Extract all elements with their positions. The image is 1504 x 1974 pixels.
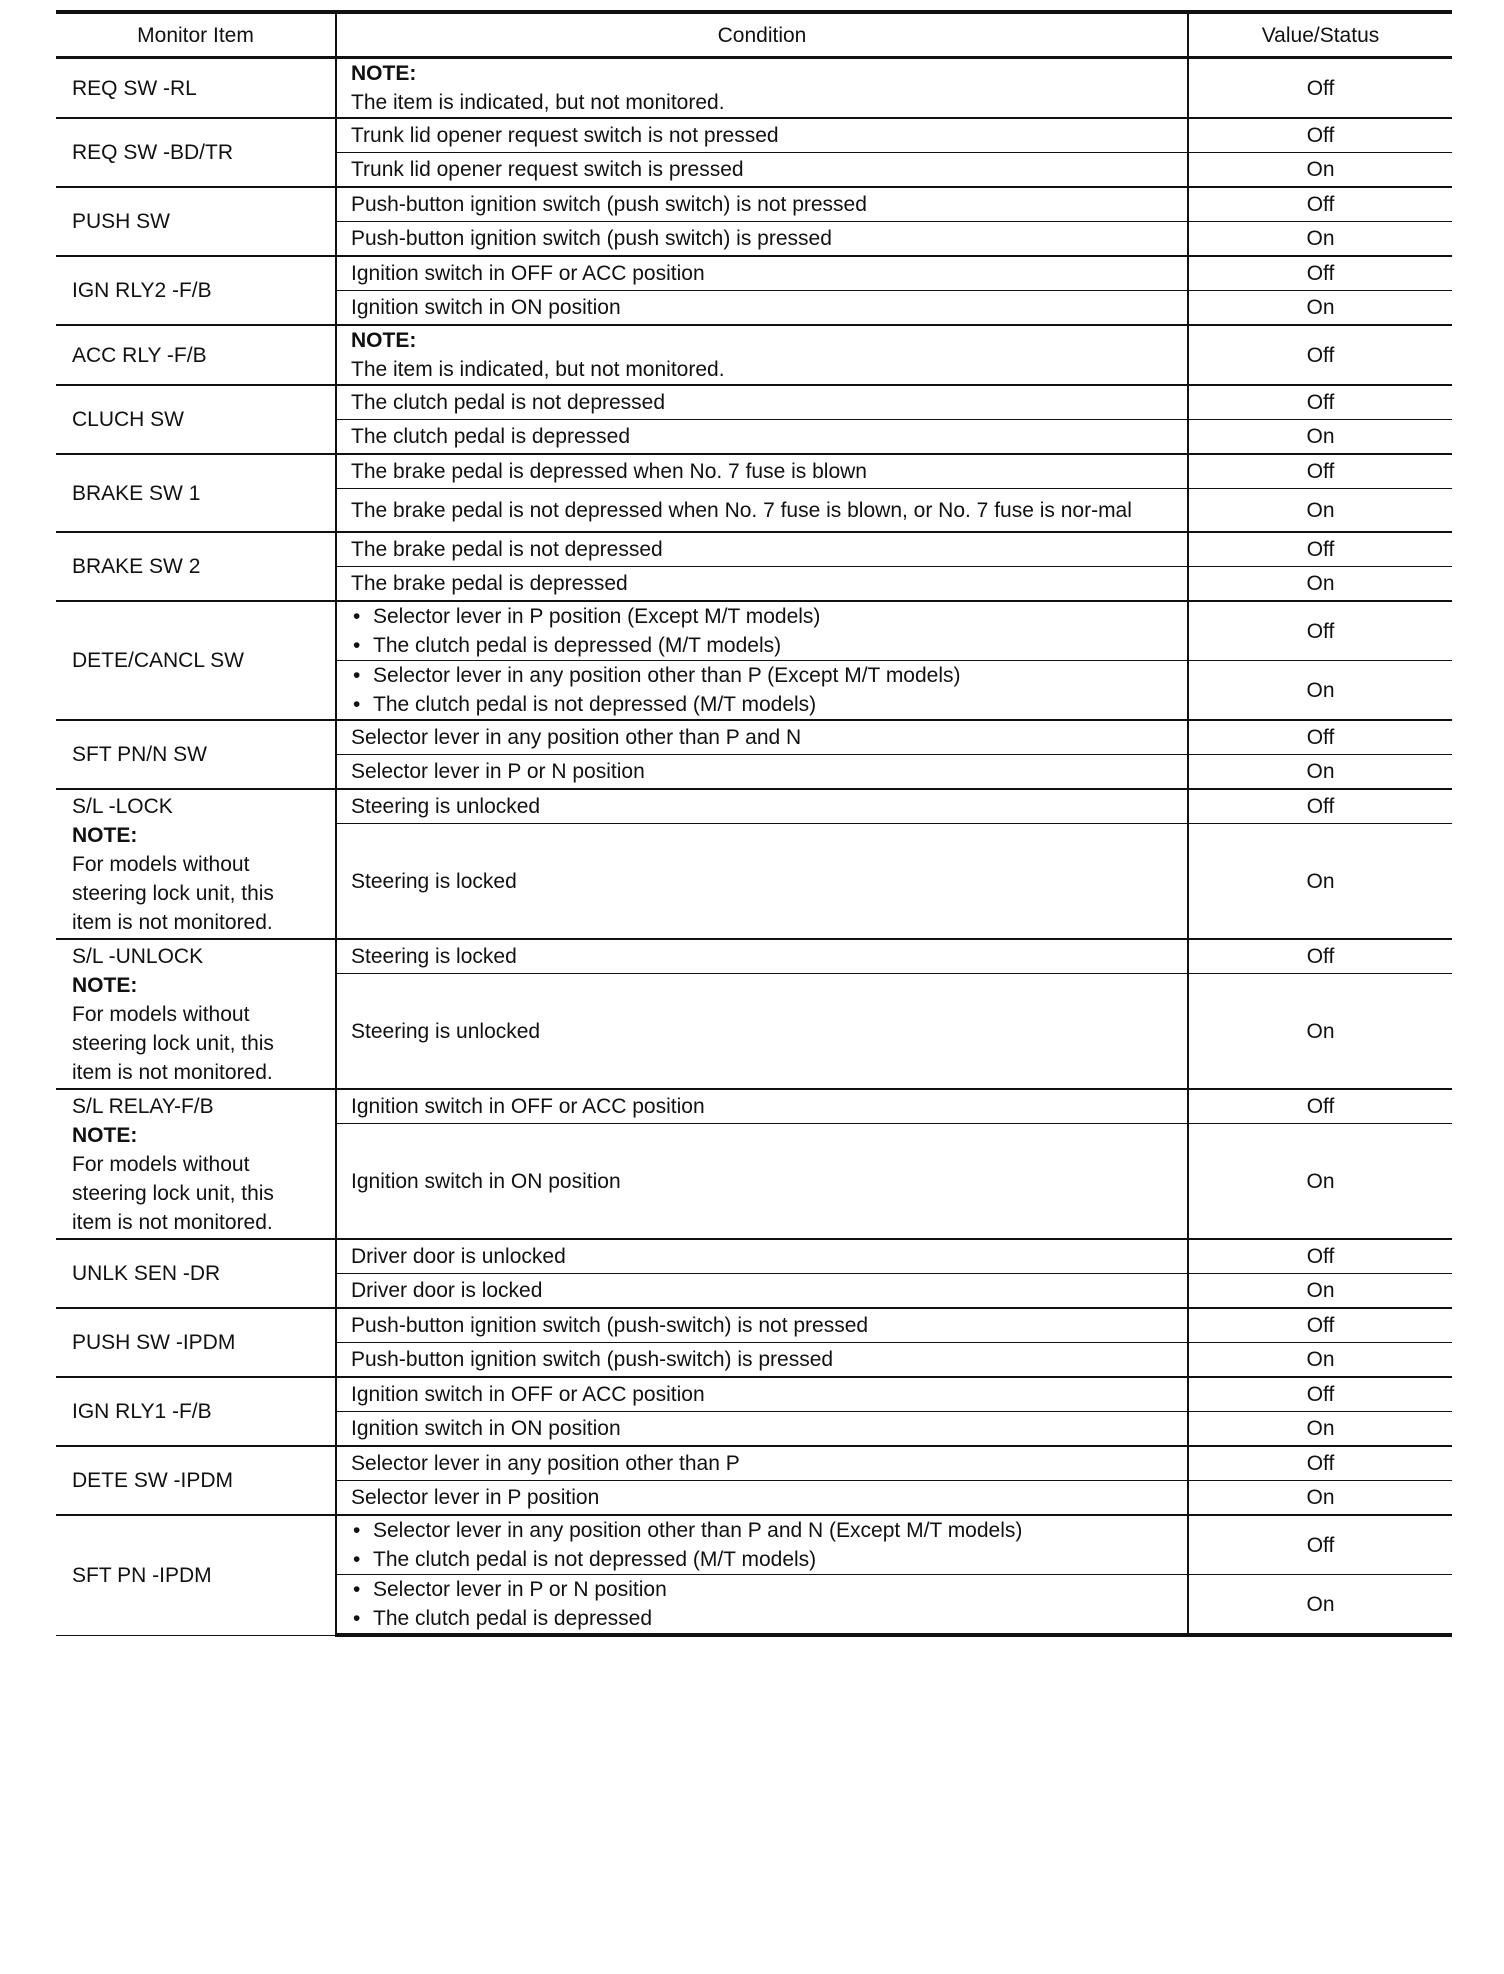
condition-cell: [336, 58, 1188, 119]
condition-text: Push-button ignition switch (push switch) is not pressed: [351, 193, 867, 216]
condition-cell: [336, 256, 1188, 291]
condition-cell: [336, 939, 1188, 974]
table-body: [56, 58, 1452, 1636]
monitor-item-cell: [56, 1239, 336, 1308]
condition-cell: [336, 1446, 1188, 1481]
value-status-cell: On: [1188, 1481, 1452, 1516]
condition-text: Trunk lid opener request switch is not pressed: [351, 124, 779, 147]
condition-cell: [336, 1575, 1188, 1636]
value-status-cell: On: [1188, 1274, 1452, 1309]
monitor-item-name: REQ SW -BD/TR: [72, 141, 233, 164]
monitor-item-cell: [56, 789, 336, 939]
header-value-status: Value/Status: [1188, 12, 1452, 58]
condition-text: The brake pedal is depressed when No. 7 fuse is blown: [351, 460, 867, 483]
value-status-cell: On: [1188, 153, 1452, 188]
header-condition: Condition: [336, 12, 1188, 58]
value-status-cell: On: [1188, 1343, 1452, 1378]
monitor-item-cell: [56, 325, 336, 385]
condition-bullet-item: • The clutch pedal is not depressed (M/T models): [351, 1545, 1173, 1574]
condition-text: Ignition switch in ON position: [351, 1169, 621, 1193]
condition-text: The clutch pedal is depressed: [351, 425, 630, 448]
value-status-cell: On: [1188, 489, 1452, 533]
condition-cell: [336, 1124, 1188, 1240]
condition-text: The brake pedal is not depressed when No. 7 fuse is blown, or No. 7 fuse is nor-mal: [351, 498, 1132, 522]
value-status-cell: Off: [1188, 1446, 1452, 1481]
table-row: [56, 1239, 1452, 1274]
condition-cell: [336, 755, 1188, 790]
table-row: [56, 601, 1452, 661]
monitor-item-cell: [56, 256, 336, 325]
condition-text: Selector lever in P position: [351, 1486, 600, 1509]
condition-bullet-item: • The clutch pedal is depressed: [351, 1604, 1173, 1633]
value-status-cell: On: [1188, 1412, 1452, 1447]
table-row: [56, 720, 1452, 755]
table-row: [56, 118, 1452, 153]
monitor-item-cell: [56, 1377, 336, 1446]
table-row: [56, 325, 1452, 385]
condition-text: The brake pedal is not depressed: [351, 538, 663, 561]
value-status-cell: Off: [1188, 1239, 1452, 1274]
monitor-item-name: SFT PN -IPDM: [72, 1563, 212, 1587]
item-note-line: For models without: [72, 1153, 250, 1176]
monitor-item-name: REQ SW -RL: [72, 76, 197, 100]
value-status-cell: Off: [1188, 58, 1452, 119]
monitor-item-name: S/L -UNLOCK: [72, 945, 204, 968]
monitor-item-name: IGN RLY1 -F/B: [72, 1400, 212, 1423]
table-row: [56, 385, 1452, 420]
condition-text: Ignition switch in ON position: [351, 1417, 621, 1440]
value-status-cell: On: [1188, 567, 1452, 602]
value-status-cell: Off: [1188, 256, 1452, 291]
item-note-line: item is not monitored.: [72, 1061, 273, 1084]
condition-cell: [336, 1089, 1188, 1124]
condition-cell: [336, 1239, 1188, 1274]
item-note-heading: NOTE:: [72, 974, 138, 997]
condition-bullet-item: • Selector lever in any position other than P (Except M/T models): [351, 661, 1173, 690]
monitor-item-cell: [56, 532, 336, 601]
value-status-cell: Off: [1188, 118, 1452, 153]
table-row: [56, 532, 1452, 567]
condition-text: Selector lever in any position other than P and N: [351, 726, 802, 749]
monitor-item-cell: [56, 118, 336, 187]
table-row: [56, 1308, 1452, 1343]
item-note-heading: NOTE:: [72, 1124, 138, 1147]
condition-text: Trunk lid opener request switch is pressed: [351, 158, 744, 181]
table-row: [56, 187, 1452, 222]
condition-cell: [336, 824, 1188, 940]
item-note-line: item is not monitored.: [72, 1211, 273, 1234]
condition-text: Steering is unlocked: [351, 795, 541, 818]
item-note-heading: NOTE:: [72, 824, 138, 847]
condition-text: Push-button ignition switch (push switch) is pressed: [351, 227, 832, 250]
condition-cell: [336, 187, 1188, 222]
condition-cell: [336, 325, 1188, 385]
value-status-cell: On: [1188, 222, 1452, 257]
monitor-table: [56, 10, 1452, 1637]
value-status-cell: Off: [1188, 939, 1452, 974]
condition-cell: [336, 291, 1188, 326]
monitor-item-name: SFT PN/N SW: [72, 743, 207, 766]
condition-cell: [336, 789, 1188, 824]
table-row: [56, 1377, 1452, 1412]
monitor-item-name: BRAKE SW 1: [72, 481, 201, 505]
condition-cell: [336, 661, 1188, 721]
monitor-item-cell: [56, 1089, 336, 1239]
condition-cell: [336, 118, 1188, 153]
condition-bullet-list: [351, 1516, 1173, 1574]
value-status-cell: On: [1188, 1575, 1452, 1636]
condition-cell: [336, 720, 1188, 755]
value-status-cell: On: [1188, 974, 1452, 1090]
condition-cell: [336, 385, 1188, 420]
monitor-item-cell: [56, 720, 336, 789]
monitor-item-cell: [56, 601, 336, 720]
condition-cell: [336, 1377, 1188, 1412]
value-status-cell: On: [1188, 824, 1452, 940]
monitor-item-name: BRAKE SW 2: [72, 555, 201, 578]
monitor-item-name: DETE SW -IPDM: [72, 1469, 233, 1492]
condition-cell: [336, 601, 1188, 661]
condition-text: Push-button ignition switch (push-switch) is pressed: [351, 1348, 834, 1371]
condition-bullet-item: • The clutch pedal is depressed (M/T models): [351, 631, 1173, 660]
condition-note-heading: NOTE:: [351, 62, 417, 85]
monitor-item-name: S/L RELAY-F/B: [72, 1095, 214, 1118]
item-note-line: steering lock unit, this: [72, 1182, 274, 1205]
monitor-item-cell: [56, 1446, 336, 1515]
condition-text: Ignition switch in OFF or ACC position: [351, 1095, 705, 1118]
condition-text: Steering is locked: [351, 869, 517, 893]
condition-bullet-item: • The clutch pedal is not depressed (M/T models): [351, 690, 1173, 719]
condition-text: The item is indicated, but not monitored.: [351, 358, 725, 381]
condition-cell: [336, 1515, 1188, 1575]
condition-cell: [336, 222, 1188, 257]
table-row: [56, 58, 1452, 119]
value-status-cell: Off: [1188, 789, 1452, 824]
value-status-cell: On: [1188, 1124, 1452, 1240]
condition-text: Selector lever in P or N position: [351, 760, 645, 783]
value-status-cell: Off: [1188, 1308, 1452, 1343]
condition-text: Ignition switch in ON position: [351, 296, 621, 319]
condition-bullet-item: • Selector lever in P position (Except M/T models): [351, 602, 1173, 631]
table-row: [56, 939, 1452, 974]
value-status-cell: Off: [1188, 532, 1452, 567]
monitor-item-cell: [56, 58, 336, 119]
condition-text: Push-button ignition switch (push-switch) is not pressed: [351, 1314, 869, 1337]
value-status-cell: Off: [1188, 1515, 1452, 1575]
value-status-cell: On: [1188, 291, 1452, 326]
monitor-item-name: ACC RLY -F/B: [72, 343, 207, 367]
condition-cell: [336, 532, 1188, 567]
value-status-cell: On: [1188, 755, 1452, 790]
monitor-item-name: DETE/CANCL SW: [72, 649, 244, 672]
item-note-line: For models without: [72, 853, 250, 876]
monitor-item-cell: [56, 1515, 336, 1635]
condition-bullet-item: • Selector lever in any position other than P and N (Except M/T models): [351, 1516, 1173, 1545]
header-monitor-item: Monitor Item: [56, 12, 336, 58]
condition-bullet-list: [351, 661, 1173, 719]
condition-cell: [336, 567, 1188, 602]
monitor-item-name: S/L -LOCK: [72, 795, 173, 818]
monitor-item-cell: [56, 939, 336, 1089]
value-status-cell: Off: [1188, 385, 1452, 420]
item-note-line: steering lock unit, this: [72, 882, 274, 905]
condition-text: Ignition switch in OFF or ACC position: [351, 262, 705, 285]
condition-text: Steering is unlocked: [351, 1019, 541, 1043]
value-status-cell: Off: [1188, 325, 1452, 385]
table-row: [56, 789, 1452, 824]
table-row: [56, 1515, 1452, 1575]
condition-note-heading: NOTE:: [351, 329, 417, 352]
condition-text: Ignition switch in OFF or ACC position: [351, 1383, 705, 1406]
condition-cell: [336, 1274, 1188, 1309]
table-row: [56, 454, 1452, 489]
condition-cell: [336, 454, 1188, 489]
condition-text: The item is indicated, but not monitored.: [351, 91, 725, 114]
value-status-cell: Off: [1188, 1089, 1452, 1124]
condition-bullet-list: [351, 1575, 1173, 1633]
monitor-item-cell: [56, 385, 336, 454]
table-row: [56, 256, 1452, 291]
condition-text: Selector lever in any position other than P: [351, 1452, 740, 1475]
condition-cell: [336, 1481, 1188, 1516]
value-status-cell: Off: [1188, 1377, 1452, 1412]
condition-cell: [336, 420, 1188, 455]
value-status-cell: On: [1188, 420, 1452, 455]
monitor-item-cell: [56, 187, 336, 256]
item-note-line: item is not monitored.: [72, 911, 273, 934]
item-note-line: steering lock unit, this: [72, 1032, 274, 1055]
condition-text: Steering is locked: [351, 945, 517, 968]
condition-text: Driver door is locked: [351, 1279, 543, 1302]
condition-bullet-list: [351, 602, 1173, 660]
monitor-table-sheet: [56, 10, 1452, 1637]
monitor-item-cell: [56, 454, 336, 532]
table-row: [56, 1089, 1452, 1124]
value-status-cell: Off: [1188, 187, 1452, 222]
table-row: [56, 1446, 1452, 1481]
condition-text: Driver door is unlocked: [351, 1245, 566, 1268]
monitor-item-name: PUSH SW -IPDM: [72, 1331, 236, 1354]
condition-cell: [336, 1343, 1188, 1378]
item-note-line: For models without: [72, 1003, 250, 1026]
monitor-item-name: IGN RLY2 -F/B: [72, 279, 212, 302]
monitor-item-name: PUSH SW: [72, 210, 171, 233]
condition-text: The brake pedal is depressed: [351, 572, 628, 595]
condition-cell: [336, 153, 1188, 188]
monitor-item-name: UNLK SEN -DR: [72, 1262, 221, 1285]
value-status-cell: On: [1188, 661, 1452, 721]
header-row: [56, 12, 1452, 58]
condition-cell: [336, 1412, 1188, 1447]
condition-text: The clutch pedal is not depressed: [351, 391, 666, 414]
value-status-cell: Off: [1188, 454, 1452, 489]
monitor-item-cell: [56, 1308, 336, 1377]
condition-cell: [336, 1308, 1188, 1343]
monitor-item-name: CLUCH SW: [72, 408, 185, 431]
condition-bullet-item: • Selector lever in P or N position: [351, 1575, 1173, 1604]
condition-cell: [336, 489, 1188, 533]
condition-cell: [336, 974, 1188, 1090]
value-status-cell: Off: [1188, 720, 1452, 755]
value-status-cell: Off: [1188, 601, 1452, 661]
